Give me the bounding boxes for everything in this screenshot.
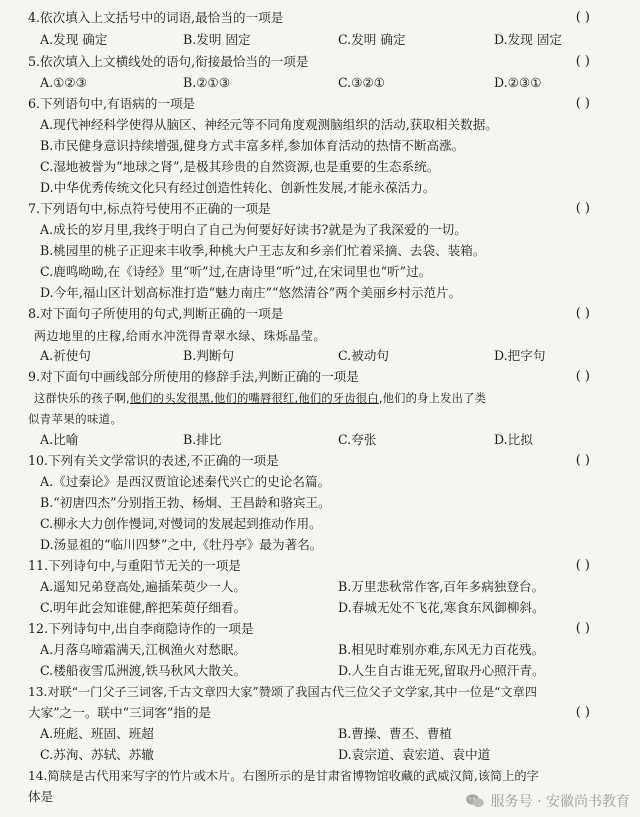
option-b: B.排比 [183, 432, 222, 447]
option-c: C.苏洵、苏轼、苏辙 [40, 747, 154, 762]
answer-bracket: ( ) [575, 369, 590, 384]
answer-bracket: ( ) [575, 621, 590, 636]
option-b: B.“初唐四杰”分别指王勃、杨炯、王昌龄和骆宾王。 [40, 495, 331, 510]
option-c: C.明年此会知谁健,醉把茱萸仔细看。 [40, 600, 247, 615]
quoted-sentence: 两边地里的庄稼,给雨水冲洗得青翠水绿、珠烁晶莹。 [34, 329, 326, 343]
question-14-stem-continued: 体是 [28, 789, 54, 804]
option-d: D.发现 固定 [494, 32, 563, 47]
question-9-stem: 9.对下面句中画线部分所使用的修辞手法,判断正确的一项是 [28, 369, 359, 384]
quoted-sentence [34, 390, 486, 406]
option-a: A.比喻 [40, 432, 79, 447]
question-14-stem: 14.简牍是古代用来写字的竹片或木片。右图所示的是甘肃省博物馆收藏的武威汉简,该简上的字 [28, 769, 539, 783]
question-10-stem: 10.下列有关文学常识的表述,不正确的一项是 [28, 453, 279, 468]
question-13-stem: 13.对联“一门父子三词客,千古文章四大家”赞颂了我国古代三位父子文学家,其中一位是“文章四 [28, 685, 537, 699]
option-a: A.现代神经科学使得从脑区、神经元等不同角度观测脑组织的活动,获取相关数据。 [40, 117, 498, 132]
answer-bracket: ( ) [575, 201, 590, 216]
option-d: D.春城无处不飞花,寒食东风御柳斜。 [338, 600, 545, 615]
option-c: C.夸张 [338, 432, 377, 447]
option-c: C.楼船夜雪瓜洲渡,铁马秋风大散关。 [40, 663, 247, 678]
wechat-icon [465, 793, 485, 809]
question-11-stem: 11.下列诗句中,与重阳节无关的一项是 [28, 558, 241, 573]
question-6-stem: 6.下列语句中,有语病的一项是 [28, 96, 196, 111]
question-8-stem: 8.对下面句子所使用的句式,判断正确的一项是 [28, 306, 284, 321]
answer-bracket: ( ) [575, 10, 590, 25]
option-d: D.②③① [494, 75, 542, 90]
question-7-stem: 7.下列语句中,标点符号使用不正确的一项是 [28, 201, 271, 216]
option-d: D.把字句 [494, 348, 546, 363]
option-a: A.遥知兄弟登高处,遍插茱萸少一人。 [40, 579, 247, 594]
option-c: C.③②① [338, 75, 386, 90]
option-c: C.鹿鸣呦呦,在《诗经》里“听”过,在唐诗里“听”过,在宋词里也“听”过。 [40, 264, 432, 279]
answer-bracket: ( ) [575, 558, 590, 573]
option-b: B.万里悲秋常作客,百年多病独登台。 [338, 579, 545, 594]
option-b: B.发明 固定 [183, 32, 251, 47]
option-b: B.桃园里的桃子正迎来丰收季,种桃大户王志友和乡亲们忙着采摘、去袋、装箱。 [40, 243, 486, 258]
option-c: C.柳永大力创作慢词,对慢词的发展起到推动作用。 [40, 516, 322, 531]
option-c: C.被动句 [338, 348, 389, 363]
option-a: A.成长的岁月里,我终于明白了自己为何要好好读书?就是为了我深爱的一切。 [40, 222, 467, 237]
option-c: C.发明 确定 [338, 32, 406, 47]
watermark [465, 791, 630, 811]
answer-bracket: ( ) [575, 306, 590, 321]
option-d: D.人生自古谁无死,留取丹心照汗青。 [338, 663, 545, 678]
option-a: A.月落乌啼霜满天,江枫渔火对愁眠。 [40, 642, 247, 657]
option-a: A.《过秦论》是西汉贾谊论述秦代兴亡的史论名篇。 [40, 474, 331, 489]
answer-bracket: ( ) [575, 453, 590, 468]
option-a: A.班彪、班固、班超 [40, 726, 154, 741]
watermark-text: 服务号 · 安徽尚书教育 [490, 794, 630, 810]
option-d: D.袁宗道、袁宏道、袁中道 [338, 747, 491, 762]
option-d: D.比拟 [494, 432, 533, 447]
option-d: D.中华优秀传统文化只有经过创造性转化、创新性发展,才能永葆活力。 [40, 180, 436, 195]
answer-bracket: ( ) [575, 705, 590, 720]
option-b: B.市民健身意识持续增强,健身方式丰富多样,参加体育活动的热情不断高涨。 [40, 138, 465, 153]
sentence-part: ,他们的身上发出了类 [378, 392, 487, 405]
answer-bracket: ( ) [575, 96, 590, 111]
option-b: B.相见时难别亦难,东风无力百花残。 [338, 642, 545, 657]
option-b: B.判断句 [183, 348, 235, 363]
option-a: A.①②③ [40, 75, 87, 90]
question-4-stem: 4.依次填入上文括号中的词语,最恰当的一项是 [28, 10, 284, 25]
option-a: A.祈使句 [40, 348, 91, 363]
question-12-stem: 12.下列诗句中,出自李商隐诗作的一项是 [28, 621, 254, 636]
option-b: B.②①③ [183, 75, 231, 90]
option-d: D.汤显祖的“临川四梦”之中,《牡丹亭》最为著名。 [40, 537, 323, 552]
option-d: D.今年,福山区计划高标准打造“魅力南庄”“悠然清谷”两个美丽乡村示范片。 [40, 285, 462, 300]
sentence-continuation: 似青苹果的味道。 [28, 413, 123, 426]
sentence-part: 这群快乐的孩子啊, [34, 392, 130, 405]
question-5-stem: 5.依次填入上文横线处的语句,衔接最恰当的一项是 [28, 54, 309, 69]
question-13-stem-continued: 大家”之一。联中“三词客”指的是 [28, 705, 212, 720]
underlined-part: 他们的头发很黑,他们的嘴唇很红,他们的牙齿很白 [129, 392, 379, 405]
answer-bracket: ( ) [575, 54, 590, 69]
option-c: C.湿地被誉为“地球之肾”,是极其珍贵的自然资源,也是重要的生态系统。 [40, 159, 440, 174]
option-b: B.曹操、曹丕、曹植 [338, 726, 453, 741]
option-a: A.发现 确定 [40, 32, 108, 47]
